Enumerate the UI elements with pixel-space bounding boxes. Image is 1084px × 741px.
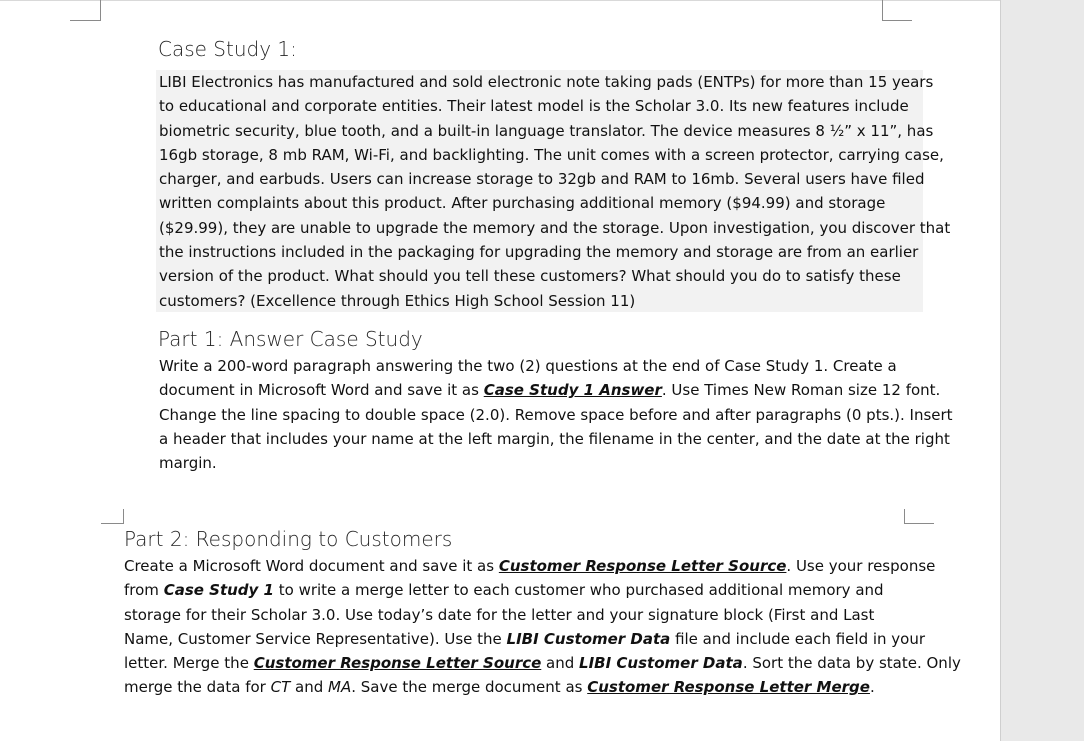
document-gutter <box>1000 0 1084 741</box>
text-line: margin. <box>159 454 217 473</box>
case-study-paragraph[interactable] <box>159 70 950 313</box>
part1-paragraph[interactable] <box>159 354 953 475</box>
ref-customer-data: LIBI Customer Data <box>579 654 743 673</box>
part1-heading: Part 1: Answer Case Study <box>158 327 423 351</box>
text-line: from Case Study 1 to write a merge letter to each customer who purchased additional memory and <box>124 581 884 600</box>
text-line: document in Microsoft Word and save it as Case Study 1 Answer. Use Times New Roman size 12 font. <box>159 381 941 400</box>
state-ct: CT <box>270 678 291 697</box>
text-line: Create a Microsoft Word document and save it as Customer Response Letter Source. Use your response <box>124 557 936 575</box>
case-study-heading: Case Study 1: <box>158 37 297 61</box>
state-ma: MA <box>328 678 352 697</box>
filename-letter-source: Customer Response Letter Source <box>253 654 542 673</box>
text-line: Write a 200-word paragraph answering the two (2) questions at the end of Case Study 1. Create a <box>159 357 897 375</box>
text-line: customers? (Excellence through Ethics High School Session 11) <box>159 291 636 310</box>
text-line: LIBI Electronics has manufactured and sold electronic note taking pads (ENTPs) for more than 15 years <box>159 73 934 91</box>
ref-case-study: Case Study 1 <box>163 581 274 600</box>
text-line: charger, and earbuds. Users can increase storage to 32gb and RAM to 16mb. Several users have filed <box>159 170 925 189</box>
page-top-edge <box>0 0 1000 1</box>
text-line: 16gb storage, 8 mb RAM, Wi-Fi, and backlighting. The unit comes with a screen protector, carrying case, <box>159 145 944 164</box>
text-line: merge the data for CT and MA. Save the merge document as Customer Response Letter Merge. <box>124 678 875 697</box>
text-line: written complaints about this product. After purchasing additional memory ($94.99) and storage <box>159 194 886 213</box>
text-line: biometric security, blue tooth, and a built-in language translator. The device measures 8 ½” x 11”, has <box>159 121 934 140</box>
filename-letter-merge: Customer Response Letter Merge <box>587 678 870 697</box>
part2-paragraph[interactable] <box>124 554 961 700</box>
margin-corner-marker <box>101 509 124 524</box>
margin-corner-marker <box>70 0 101 21</box>
text-line: to educational and corporate entities. Their latest model is the Scholar 3.0. Its new features include <box>159 97 909 116</box>
part2-heading: Part 2: Responding to Customers <box>124 527 453 551</box>
margin-corner-marker <box>904 509 934 524</box>
text-line: version of the product. What should you tell these customers? What should you do to satisfy these <box>159 267 901 286</box>
filename-letter-source: Customer Response Letter Source <box>498 557 787 575</box>
text-line: Name, Customer Service Representative). Use the LIBI Customer Data file and include each field in your <box>124 629 926 648</box>
text-line: letter. Merge the Customer Response Letter Source and LIBI Customer Data. Sort the data by state. Only <box>124 654 961 673</box>
margin-corner-marker <box>882 0 912 21</box>
text-line: the instructions included in the packaging for upgrading the memory and storage are from an earlier <box>159 243 919 262</box>
text-line: a header that includes your name at the left margin, the filename in the center, and the date at the right <box>159 429 950 448</box>
text-line: ($29.99), they are unable to upgrade the memory and the storage. Upon investigation, you discover that <box>159 218 951 237</box>
text-line: Change the line spacing to double space (2.0). Remove space before and after paragraphs (0 pts.). Insert <box>159 405 953 424</box>
text-line: storage for their Scholar 3.0. Use today’s date for the letter and your signature block (First and Last <box>124 605 875 624</box>
filename-case-study-answer: Case Study 1 Answer <box>483 381 662 400</box>
ref-customer-data: LIBI Customer Data <box>506 629 671 648</box>
